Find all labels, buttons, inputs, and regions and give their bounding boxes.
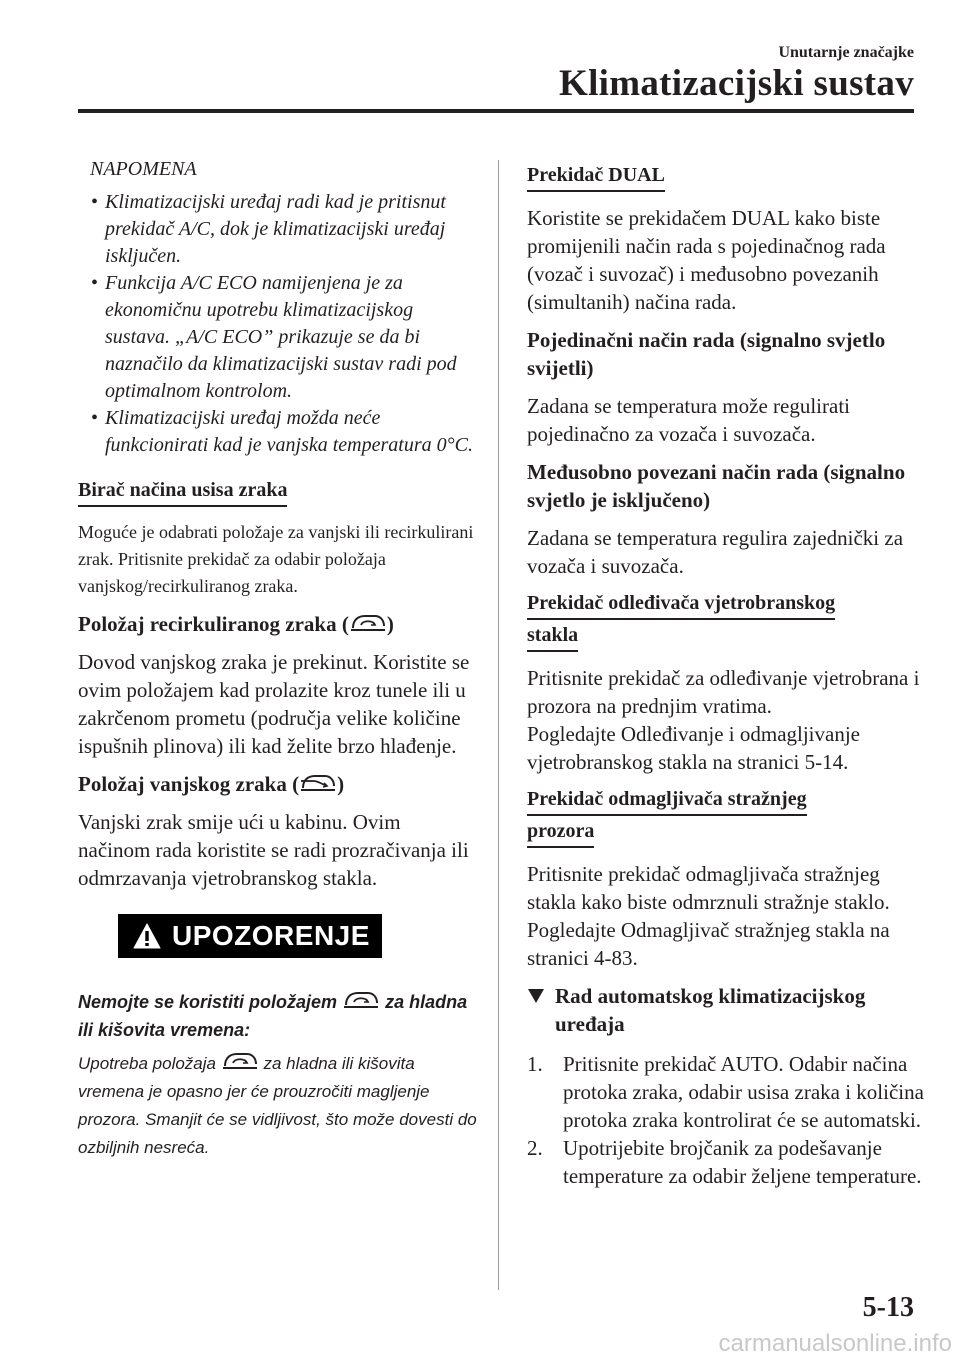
right-column (527, 158, 927, 1190)
recirculation-title: Položaj recirkuliranog zraka ( ) (78, 612, 394, 636)
recirculate-air-icon (349, 612, 387, 634)
dual-switch-title: Prekidač DUAL (527, 162, 665, 192)
watermark: carmanualsonline.info (718, 1330, 952, 1357)
note-heading: NAPOMENA (90, 158, 197, 180)
outside-air-icon (299, 772, 337, 794)
page-number: 5-13 (862, 1292, 914, 1323)
auto-steps-list (527, 1050, 927, 1190)
note-item: • Klimatizacijski uređaj radi kad je pritisnut prekidač A/C, dok je klimatizacijski uređaj isključen. (91, 191, 446, 267)
recirculate-air-icon (221, 1050, 259, 1072)
intake-selector-title: Birač načina usisa zraka (78, 477, 287, 507)
warning-banner (118, 914, 382, 958)
rear-defogger-title: Prekidač odmagljivača stražnjeg prozora (527, 786, 927, 848)
header-rule (78, 109, 914, 113)
column-divider (498, 160, 499, 1290)
warning-triangle-icon (132, 922, 162, 950)
auto-operation-title: Rad automatskog klimatizacijskog uređaja (527, 982, 927, 1038)
bullet: • (91, 191, 99, 213)
note-item: • Klimatizacijski uređaj možda neće funkcionirati kad je vanjska temperatura 0°C. (91, 407, 473, 456)
bullet: • (91, 407, 99, 429)
page-header-title: Klimatizacijski sustav (558, 63, 914, 104)
warning-label: UPOZORENJE (172, 920, 370, 951)
left-column (78, 158, 478, 1162)
triangle-down-icon (527, 988, 545, 1004)
dual-switch-text: Koristite se prekidačem DUAL kako biste promijenili način rada s pojedinačnog rada (vozač i suvozač) i međusobno povezanih (simultanih) načina rada. (527, 206, 886, 314)
defroster-title: Prekidač odleđivača vjetrobranskog stakla (527, 590, 927, 652)
note-list (78, 189, 478, 459)
recirculation-text: Dovod vanjskog zraka je prekinut. Koristite se ovim položajem kad prolazite kroz tunele ili u zakrčenom prometu (područja velike količine ispušnih plinova) ili kad želite brzo hlađenje. (78, 650, 470, 758)
list-item: 2. Upotrijebite brojčanik za podešavanje temperature za odabir željene temperature. (527, 1136, 922, 1188)
warning-body: Upotreba položaja za hladna ili kišovita vremena je opasno jer će prouzročiti magljenje prozora. Smanjit će se vidljivost, što može dovesti do ozbiljnih nesreća. (78, 1050, 478, 1162)
warning-heading: Nemojte se koristiti položajem za hladna ili kišovita vremena: (78, 988, 478, 1044)
recirculate-air-icon (342, 989, 380, 1011)
defroster-reference: Pogledajte Odleđivanje i odmagljivanje vjetrobranskog stakla na stranici 5-14. (527, 722, 860, 774)
page-header-section: Unutarnje značajke (778, 44, 914, 61)
note-item: • Funkcija A/C ECO namijenjena je za ekonomičnu upotrebu klimatizacijskog sustava. „A/C ECO” prikazuje se da bi naznačilo da klimatizacijski sustav radi pod optimalnom kontrolom. (91, 272, 457, 402)
linked-mode-text: Zadana se temperatura regulira zajednički za vozača i suvozača. (527, 526, 904, 578)
outside-air-text: Vanjski zrak smije ući u kabinu. Ovim načinom rada koristite se radi prozračivanja ili odmrzavanja vjetrobranskog stakla. (78, 810, 469, 890)
bullet: • (91, 272, 99, 294)
intake-selector-text: Moguće je odabrati položaje za vanjski ili recirkulirani zrak. Pritisnite prekidač za odabir položaja vanjskog/recirkuliranog zraka. (78, 522, 474, 596)
rear-defogger-reference: Pogledajte Odmagljivač stražnjeg stakla na stranici 4-83. (527, 918, 890, 970)
single-mode-title: Pojedinačni način rada (signalno svjetlo svijetli) (527, 328, 886, 380)
list-item: 1. Pritisnite prekidač AUTO. Odabir načina protoka zraka, odabir usisa zraka i količina protoka zraka kontrolirat će se automatski. (527, 1052, 924, 1132)
single-mode-text: Zadana se temperatura može regulirati pojedinačno za vozača i suvozača. (527, 394, 850, 446)
outside-air-title: Položaj vanjskog zraka ( ) (78, 772, 345, 796)
linked-mode-title: Međusobno povezani način rada (signalno svjetlo je isključeno) (527, 460, 906, 512)
defroster-text: Pritisnite prekidač za odleđivanje vjetrobrana i prozora na prednjim vratima. (527, 666, 920, 718)
rear-defogger-text: Pritisnite prekidač odmagljivača stražnjeg stakla kako biste odmrznuli stražnje staklo. (527, 862, 890, 914)
